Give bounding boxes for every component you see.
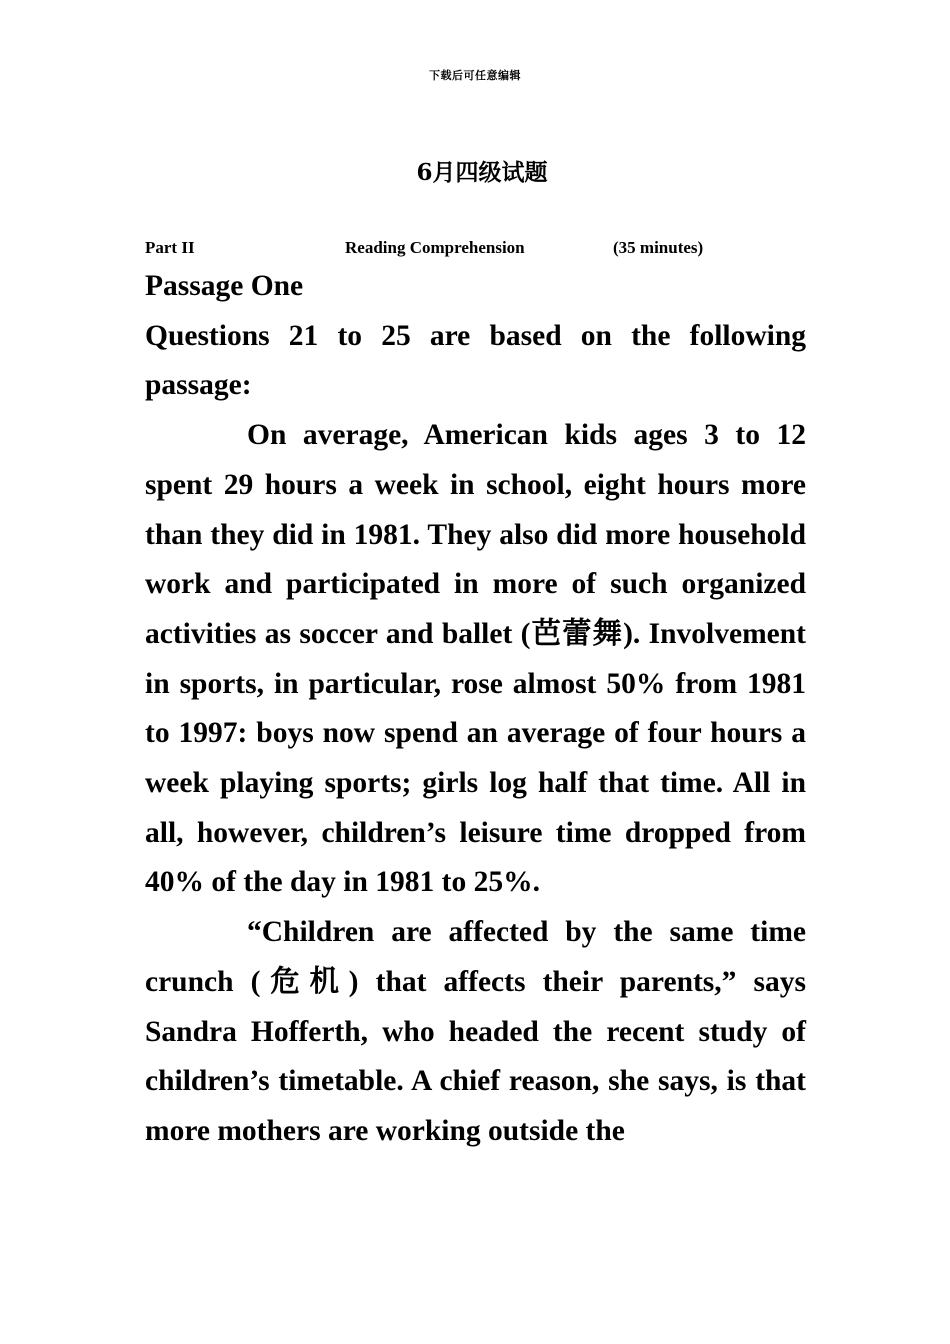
passage-instruction: Questions 21 to 25 are based on the following passage: [145, 319, 806, 402]
document-title: 6月四级试题 [416, 159, 548, 186]
header-note: 下载后可任意编辑 [429, 69, 521, 82]
passage-heading: Passage One [145, 270, 304, 302]
part-time-limit: (35 minutes) [613, 238, 704, 257]
part-section-title: Reading Comprehension [345, 238, 525, 257]
part-header [145, 238, 806, 260]
passage-content [145, 262, 806, 1157]
passage-paragraph: On average, American kids ages 3 to 12 spent 29 hours a week in school, eight hours more than they did in 1981. They also did more household work and participated in more of such organized activities as soccer and ballet (芭蕾舞). Involvement in sports, in particular, rose almost 50% from 1981 to 1997: boys now spend an average of four hours a week playing sports; girls log half that time. All in all, however, children’s leisure time dropped from 40% of the day in 1981 to 25%. [145, 419, 806, 899]
passage-paragraph: “Children are affected by the same time crunch (危机) that affects their parents,” says Sandra Hofferth, who headed the recent study of children’s timetable. A chief reason, she says, is that more mothers are working outside the [145, 916, 806, 1147]
part-label: Part II [145, 238, 195, 257]
